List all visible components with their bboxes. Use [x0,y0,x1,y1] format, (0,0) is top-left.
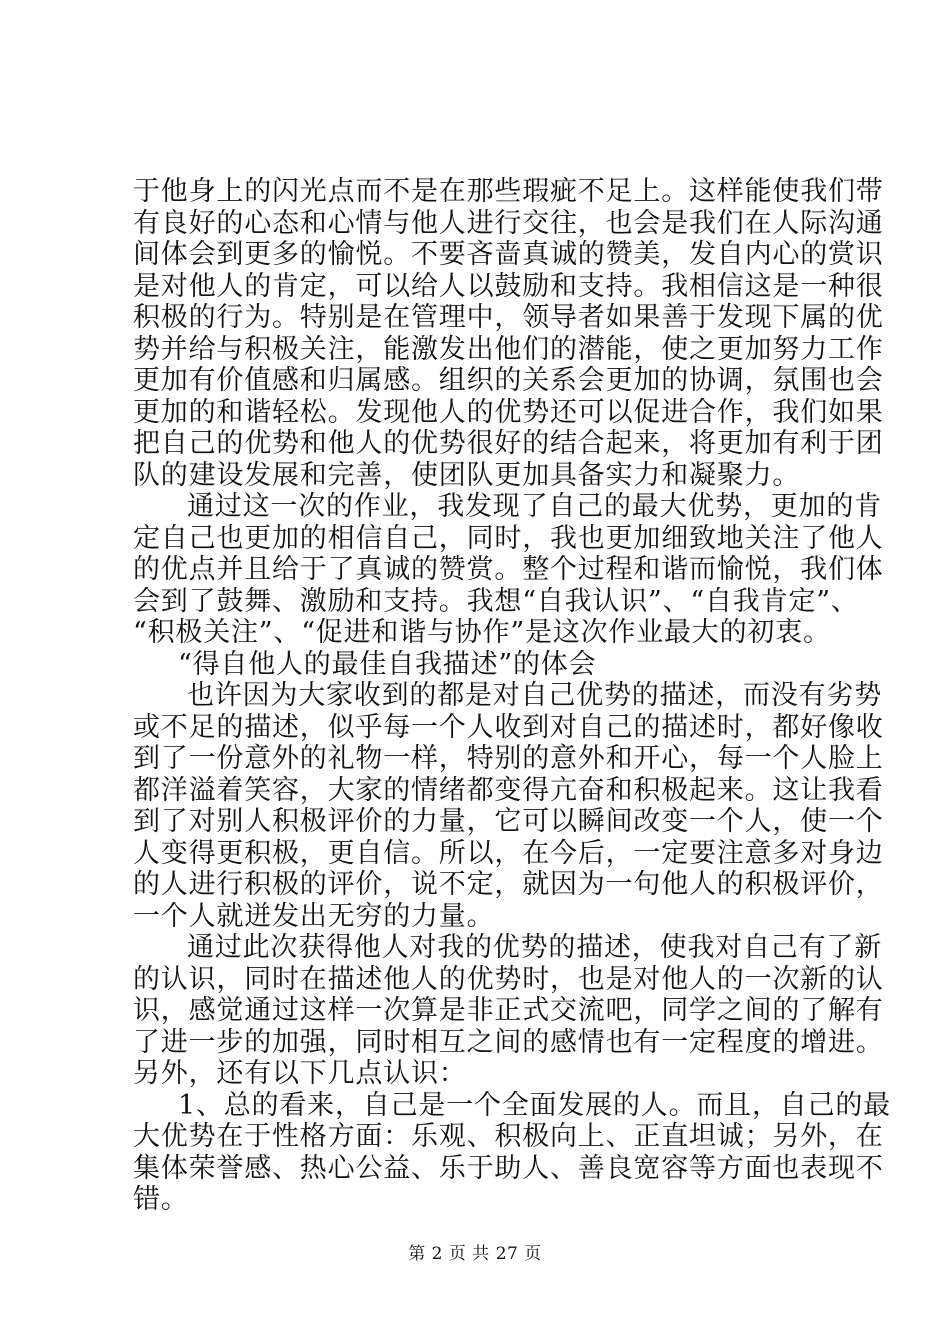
text-line-6: 势并给与积极关注，能激发出他们的潜能，使之更加努力工作 [133,334,884,365]
text-line-20: 都洋溢着笑容，大家的情绪都变得亢奋和积极起来。这让我看 [133,775,884,806]
text-line-33: 错。 [133,1184,189,1215]
numbered-item-line: 1、总的看来，自己是一个全面发展的人。而且，自己的最 [178,1090,891,1121]
text-line-14: 会到了鼓舞、激励和支持。我想“自我认识”、“自我肯定”、 [133,586,859,617]
text-line-5: 积极的行为。特别是在管理中，领导者如果善于发现下属的优 [133,302,884,333]
section-heading: “得自他人的最佳自我描述”的体会 [178,649,597,680]
text-line-7: 更加有价值感和归属感。组织的关系会更加的协调，氛围也会 [133,365,884,396]
text-line-24: 一个人就迸发出无穷的力量。 [133,901,495,932]
text-line-4: 是对他人的肯定，可以给人以鼓励和支持。我相信这是一种很 [133,271,884,302]
text-line-12: 定自己也更加的相信自己，同时，我也更加细致地关注了他人 [133,523,884,554]
text-line-8: 更加的和谐轻松。发现他人的优势还可以促进合作，我们如果 [133,397,884,428]
text-line-29: 另外，还有以下几点认识： [133,1058,467,1089]
text-line-23: 的人进行积极的评价，说不定，就因为一句他人的积极评价， [133,869,884,900]
text-line-10: 队的建设发展和完善，使团队更加具备实力和凝聚力。 [133,460,801,491]
paragraph-start-line: 通过这一次的作业，我发现了自己的最大优势，更加的肯 [187,491,882,522]
text-line-31: 大优势在于性格方面：乐观、积极向上、正直坦诚；另外，在 [133,1121,884,1152]
text-line-18: 或不足的描述，似乎每一个人收到对自己的描述时，都好像收 [133,712,884,743]
text-line-21: 到了对别人积极评价的力量，它可以瞬间改变一个人，使一个 [133,806,884,837]
paragraph-start-line: 也许因为大家收到的都是对自己优势的描述，而没有劣势 [187,680,882,711]
text-line-3: 间体会到更多的愉悦。不要吝啬真诚的赞美，发自内心的赏识 [133,239,884,270]
text-line-22: 人变得更积极，更自信。所以，在今后，一定要注意多对身边 [133,838,884,869]
text-line-32: 集体荣誉感、热心公益、乐于助人、善良宽容等方面也表现不 [133,1153,884,1184]
page-number-footer: 第 2 页 共 27 页 [408,1244,542,1264]
text-line-2: 有良好的心态和心情与他人进行交往，也会是我们在人际沟通 [133,208,884,239]
text-line-28: 了进一步的加强，同时相互之间的感情也有一定程度的增进。 [133,1027,884,1058]
text-line-19: 到了一份意外的礼物一样，特别的意外和开心，每一个人脸上 [133,743,884,774]
text-line-9: 把自己的优势和他人的优势很好的结合起来，将更加有利于团 [133,428,884,459]
text-line-27: 识，感觉通过这样一次算是非正式交流吧，同学之间的了解有 [133,995,884,1026]
paragraph-start-line: 通过此次获得他人对我的优势的描述，使我对自己有了新 [187,932,882,963]
text-line-1: 于他身上的闪光点而不是在那些瑕疵不足上。这样能使我们带 [133,176,884,207]
text-line-26: 的认识，同时在描述他人的优势时，也是对他人的一次新的认 [133,964,884,995]
text-line-15: “积极关注”、“促进和谐与协作”是这次作业最大的初衷。 [133,617,831,648]
text-line-13: 的优点并且给于了真诚的赞赏。整个过程和谐而愉悦，我们体 [133,554,884,585]
